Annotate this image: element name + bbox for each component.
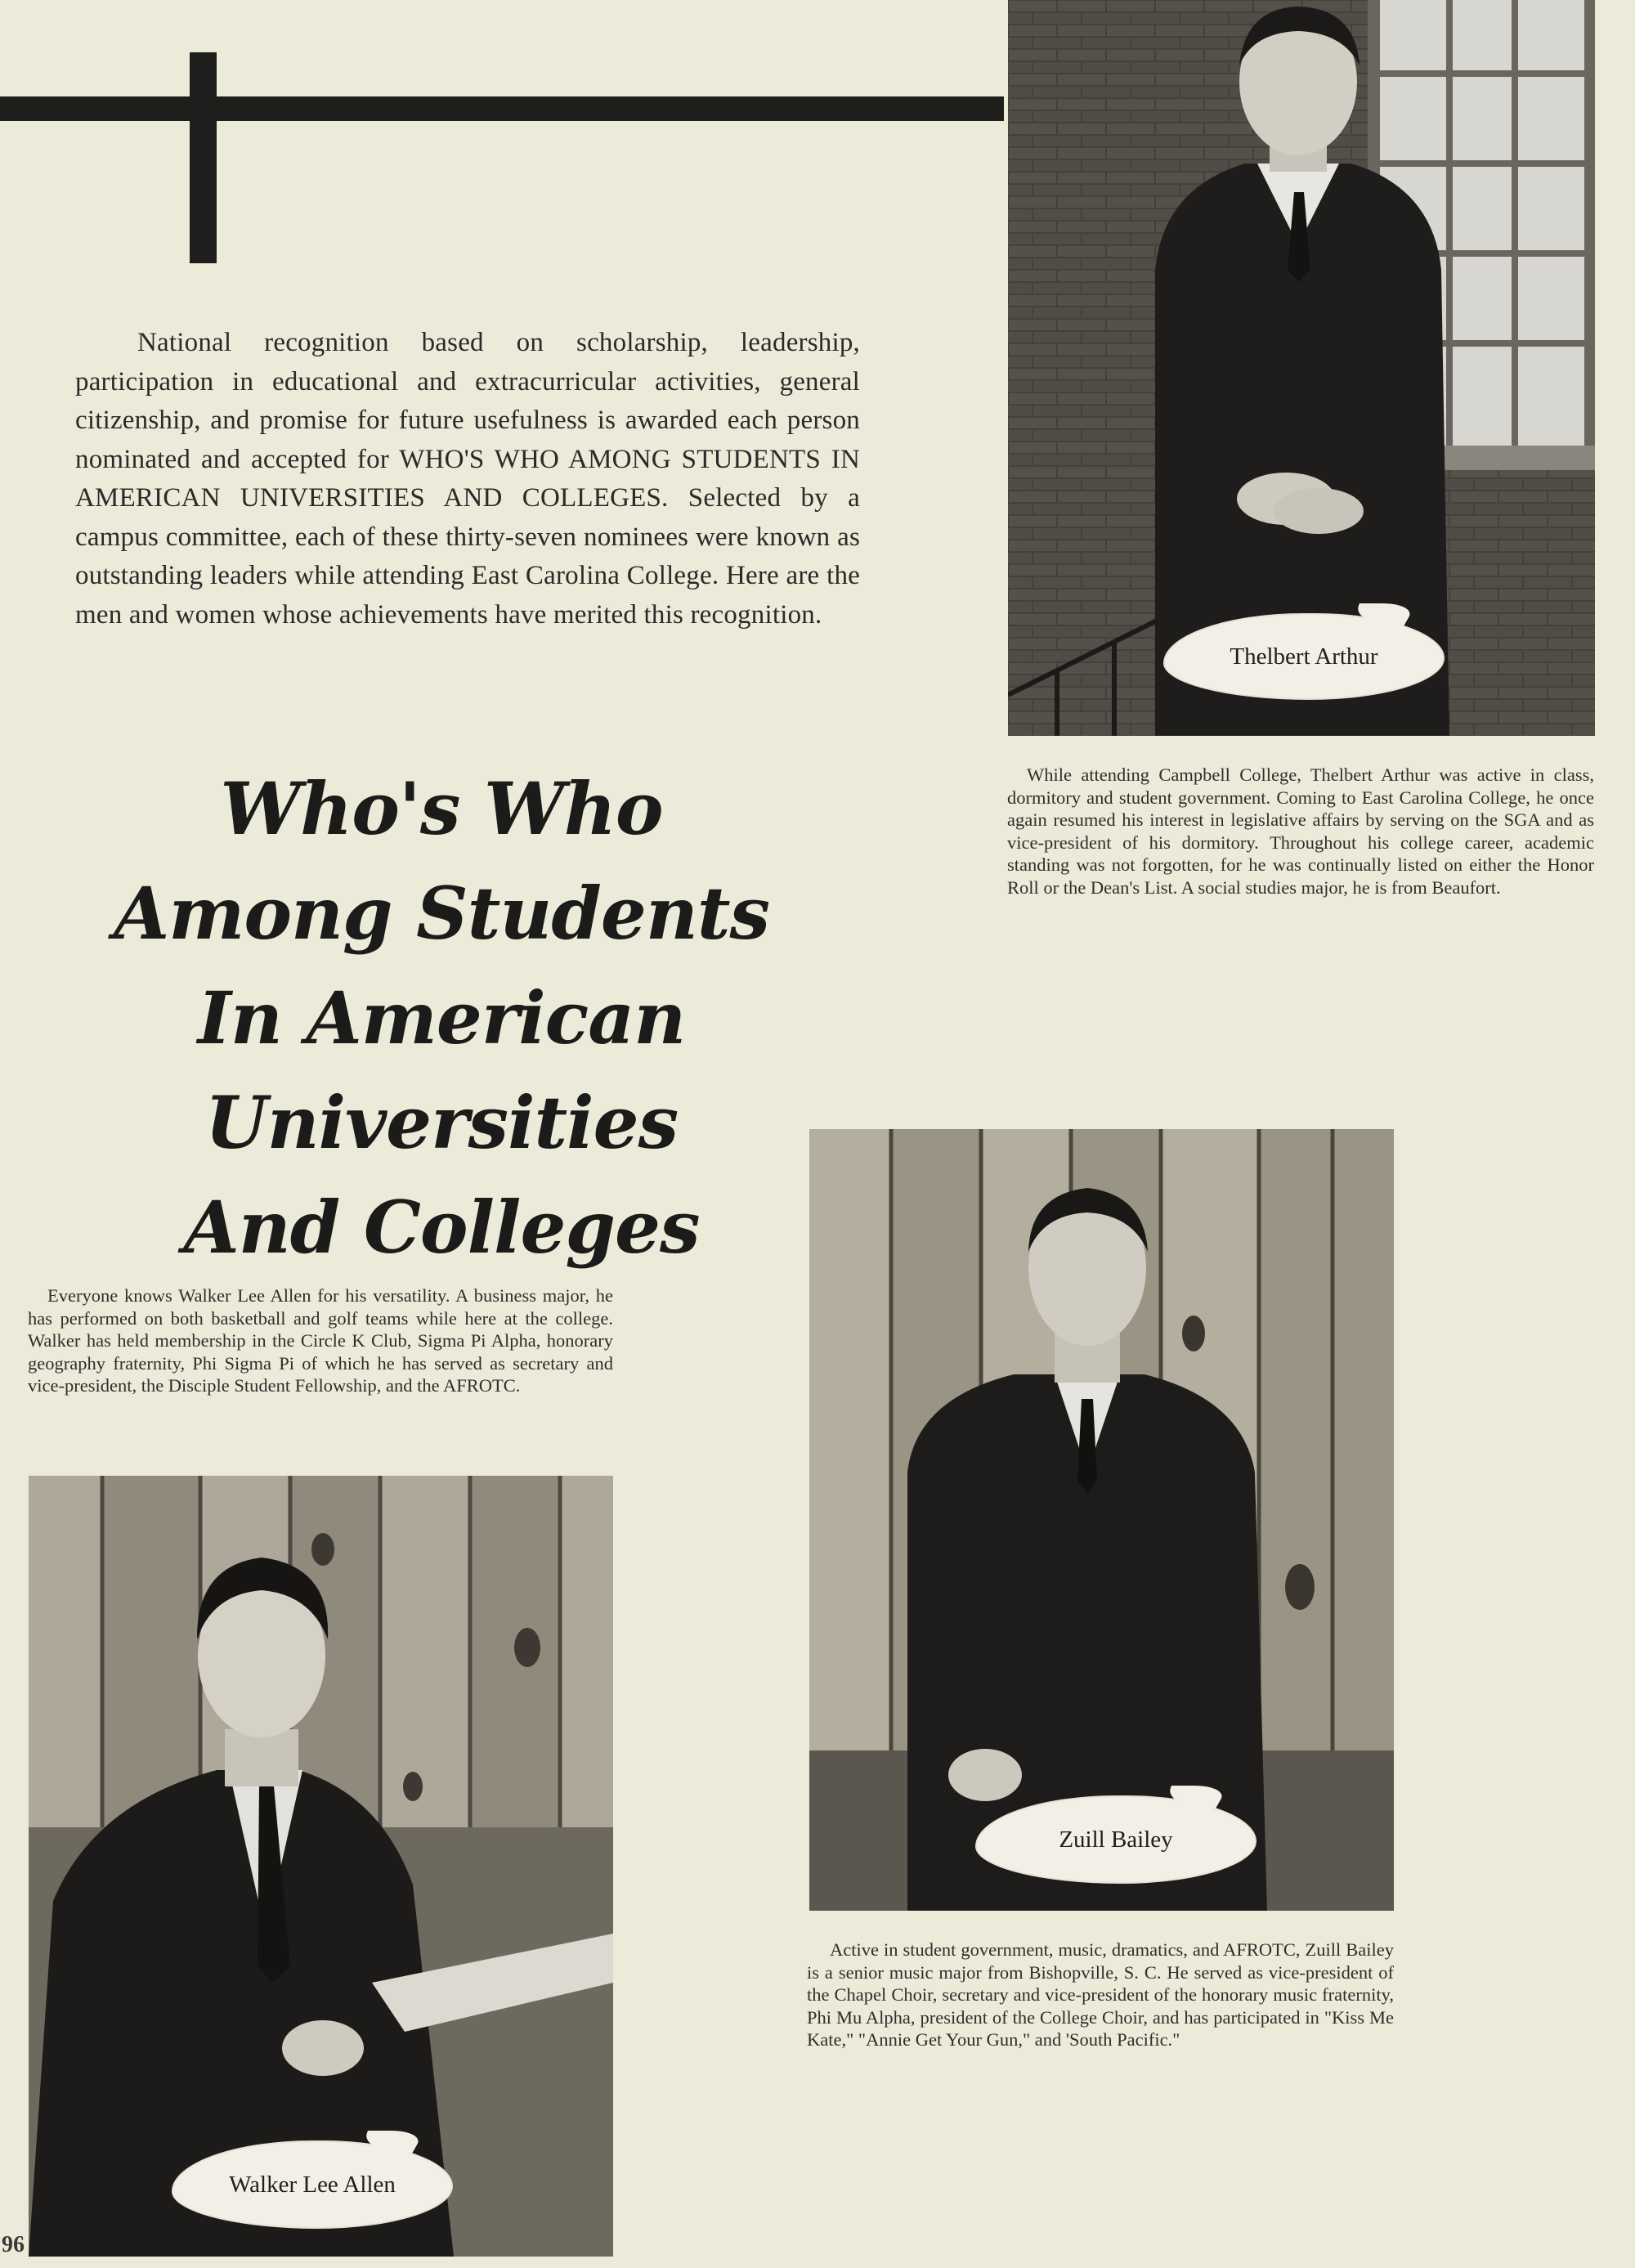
- title-line-3: In American Universities: [197, 975, 686, 1165]
- intro-paragraph: National recognition based on scholarship, leadership, participation in educational and extracurricular activities, general citizenship, and promise for future usefulness is awarded each person nominated and accepted for WHO'S WHO AMONG STUDENTS IN AMERICAN UNIVERSITIES AND COLLEGES. Selected by a campus committee, each of these thirty-seven nominees were known as outstanding leaders while attending East Carolina College. Here are the men and women whose achievements have merited this recognition.: [75, 328, 860, 630]
- decorative-cross-horizontal: [0, 96, 1004, 121]
- portrait-zuill-bailey: [809, 1129, 1394, 1911]
- title-line-2: Among Students: [113, 871, 770, 956]
- decorative-cross-vertical: [190, 52, 217, 263]
- title-line-4: And Colleges: [183, 1185, 700, 1270]
- name-tag-thelbert-arthur: Thelbert Arthur: [1165, 615, 1443, 698]
- bio-zuill-bailey: Active in student government, music, dramatics, and AFROTC, Zuill Bailey is a senior music major from Bishopville, S. C. He served as vice-president of the Chapel Choir, secretary and vice-president of the honorary music fraternity, Phi Mu Alpha, president of the College Choir, and has participated in "Kiss Me Kate," "Annie Get Your Gun," and 'South Pacific.": [807, 1939, 1394, 2050]
- page-number: 96: [2, 2232, 25, 2257]
- portrait-walker-lee-allen: [29, 1476, 613, 2257]
- page-title: [33, 756, 850, 1280]
- title-line-1: Who's Who: [220, 766, 663, 851]
- name-tag-walker-lee-allen: Walker Lee Allen: [173, 2142, 451, 2227]
- photo-zuill-bailey: [809, 1129, 1394, 1911]
- bio-walker-lee-allen: Everyone knows Walker Lee Allen for his versatility. A business major, he has performed on both basketball and golf teams while here at the college. Walker has held membership in the Circle K Club, Sigma Pi Alpha, honorary geography fraternity, Phi Sigma Pi of which he has served as secretary and vice-president, the Disciple Student Fellowship, and the AFROTC.: [28, 1285, 613, 1396]
- photo-walker-lee-allen: [29, 1476, 613, 2257]
- bio-thelbert-arthur: While attending Campbell College, Thelbert Arthur was active in class, dormitory and student government. Coming to East Carolina College, he once again resumed his interest in legislative affairs by serving on the SGA and as vice-president of his dormitory. Throughout his college career, academic standing was not forgotten, for he was continually listed on either the Honor Roll or the Dean's List. A social studies major, he is from Beaufort.: [1007, 764, 1594, 898]
- name-tag-zuill-bailey: Zuill Bailey: [977, 1797, 1255, 1882]
